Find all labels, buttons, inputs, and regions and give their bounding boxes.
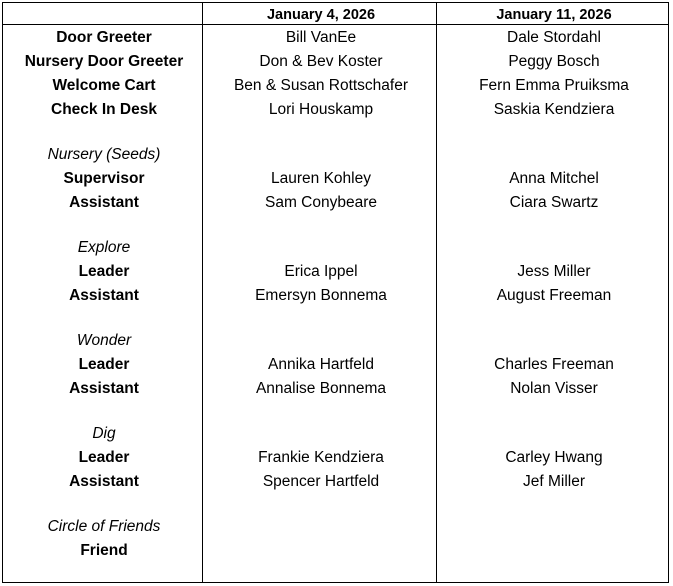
- role-leader: Leader: [78, 263, 130, 280]
- jan4-nursery-assistant: Sam Conybeare: [264, 194, 377, 211]
- role-welcome-cart: Welcome Cart: [52, 77, 156, 94]
- jan11-door-greeter: Dale Stordahl: [507, 29, 601, 46]
- jan4-explore-leader: Erica Ippel: [284, 263, 358, 280]
- jan11-wonder-assistant: Nolan Visser: [510, 380, 598, 397]
- jan4-door-greeter: Bill VanEe: [285, 29, 357, 46]
- role-supervisor: Supervisor: [63, 170, 145, 187]
- section-explore: Explore: [77, 239, 131, 256]
- schedule-table: [2, 2, 669, 583]
- jan4-nursery-door-greeter: Don & Bev Koster: [259, 53, 383, 70]
- jan11-dig-assistant: Jef Miller: [522, 473, 585, 490]
- jan11-explore-assistant: August Freeman: [496, 287, 612, 304]
- role-door-greeter: Door Greeter: [56, 29, 152, 46]
- role-assistant: Assistant: [69, 287, 139, 304]
- jan11-check-in-desk: Saskia Kendziera: [493, 101, 615, 118]
- jan4-wonder-assistant: Annalise Bonnema: [255, 380, 387, 397]
- section-nursery-seeds: Nursery (Seeds): [47, 146, 161, 163]
- jan4-check-in-desk: Lori Houskamp: [268, 101, 374, 118]
- jan11-wonder-leader: Charles Freeman: [494, 356, 614, 373]
- jan11-nursery-supervisor: Anna Mitchel: [509, 170, 599, 187]
- jan4-wonder-leader: Annika Hartfeld: [268, 356, 374, 373]
- jan11-explore-leader: Jess Miller: [517, 263, 591, 280]
- jan11-nursery-assistant: Ciara Swartz: [509, 194, 599, 211]
- role-friend: Friend: [80, 542, 128, 559]
- jan4-explore-assistant: Emersyn Bonnema: [255, 287, 387, 304]
- jan4-dig-leader: Frankie Kendziera: [258, 449, 384, 466]
- section-circle-of-friends: Circle of Friends: [47, 518, 161, 535]
- role-leader: Leader: [78, 356, 130, 373]
- role-nursery-door-greeter: Nursery Door Greeter: [24, 53, 184, 70]
- jan4-welcome-cart: Ben & Susan Rottschafer: [233, 77, 409, 94]
- role-assistant: Assistant: [69, 380, 139, 397]
- header-jan11: January 11, 2026: [496, 7, 612, 23]
- header-jan4: January 4, 2026: [266, 7, 376, 23]
- role-assistant: Assistant: [69, 473, 139, 490]
- jan11-nursery-door-greeter: Peggy Bosch: [508, 53, 600, 70]
- role-check-in-desk: Check In Desk: [51, 101, 157, 118]
- jan4-nursery-supervisor: Lauren Kohley: [271, 170, 371, 187]
- role-assistant: Assistant: [69, 194, 139, 211]
- jan11-welcome-cart: Fern Emma Pruiksma: [479, 77, 629, 94]
- role-leader: Leader: [78, 449, 130, 466]
- jan11-dig-leader: Carley Hwang: [505, 449, 603, 466]
- section-dig: Dig: [92, 425, 116, 442]
- jan4-dig-assistant: Spencer Hartfeld: [262, 473, 380, 490]
- section-wonder: Wonder: [76, 332, 132, 349]
